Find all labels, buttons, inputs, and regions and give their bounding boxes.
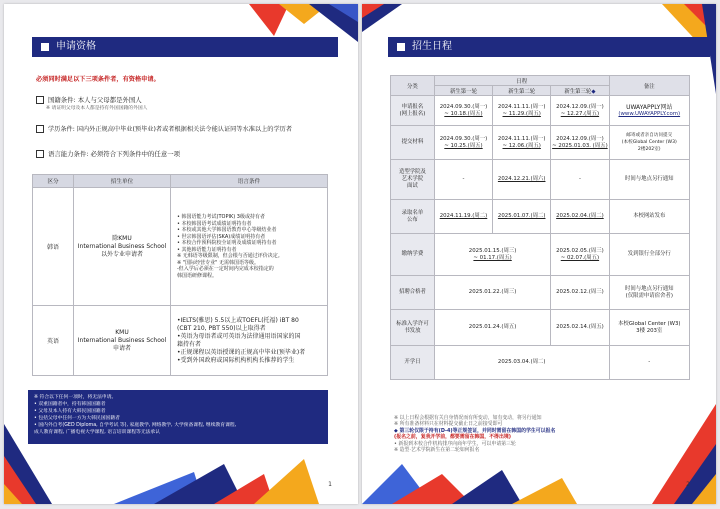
header-round-2: 新生第二轮 <box>493 86 551 96</box>
round-1-2-date: 2025.01.22.(周三) <box>434 276 550 310</box>
condition-language: 语言能力条件: 必须符合下列条件中的任意一项 <box>36 149 180 158</box>
table-row <box>391 126 690 160</box>
section-header <box>388 37 710 57</box>
row-category: 韩语 <box>33 188 74 306</box>
section-title: 招生日程 <box>412 41 452 52</box>
header-language: 语言条件 <box>171 175 328 188</box>
row-note: 邮寄或者亲自访问提交 (本校Global Center (W3) 2楼202室) <box>609 126 689 160</box>
row-unit: KMU International Business School 申请者 <box>74 306 171 376</box>
round-2-date: 2025.01.07.(周二) <box>493 200 551 234</box>
row-label: 开学日 <box>391 346 435 380</box>
row-unit: 除KMU International Business School 以外专业申请者 <box>74 188 171 306</box>
round-1-date: 2024.09.30.(周一) ~ 10.25.(周五) <box>434 126 492 160</box>
uwayapply-link[interactable]: (www.UWAYAPPLY.com) <box>618 110 681 117</box>
header-schedule: 日程 <box>434 76 609 86</box>
header-category: 分类 <box>391 76 435 96</box>
row-note: 发到银行全部分行 <box>609 234 689 276</box>
page-number: 1 <box>328 481 332 488</box>
row-note: 本校Global Center (W3) 3楼 203室 <box>609 310 689 346</box>
header-note: 备注 <box>609 76 689 96</box>
condition-nationality-note: ※ 请证明父母及本人都是持有外国国籍的外国人 <box>46 106 148 111</box>
row-note: - <box>609 346 689 380</box>
table-row <box>391 276 690 310</box>
admission-schedule-table <box>390 75 690 380</box>
round-3-date: - <box>551 160 609 200</box>
round-2-date: 2024.11.11.(周一) ~ 11.29.(周五) <box>493 96 551 126</box>
table-row <box>391 310 690 346</box>
round-3-date: 2024.12.09.(周一) ~ 2025.01.03. (周五) <box>551 126 609 160</box>
row-note: 时间与地点另行通知 (仅限需申请宿舍者) <box>609 276 689 310</box>
table-row <box>391 160 690 200</box>
row-note: 时间与地点另行通知 <box>609 160 689 200</box>
round-1-2-date: 2025.01.24.(周五) <box>434 310 550 346</box>
row-note: 本校网站发布 <box>609 200 689 234</box>
page-number: 2 <box>686 481 690 488</box>
table-row <box>391 346 690 380</box>
table-row <box>33 188 328 306</box>
round-2-date: 2024.11.11.(周一) ~ 12.06.(周五) <box>493 126 551 160</box>
row-label: 造型学院及 艺术学院 面试 <box>391 160 435 200</box>
page-1 <box>4 4 358 504</box>
header-unit: 招生单位 <box>74 175 171 188</box>
header-round-3: 新生第三轮◆ <box>551 86 609 96</box>
round-2-date: 2024.12.21.(周六) <box>493 160 551 200</box>
all-rounds-date: 2025.03.04.(周二) <box>434 346 609 380</box>
row-label: 申请报名 (网上报名) <box>391 96 435 126</box>
row-conditions: • 韩国语能力考试(TOPIK) 3级或持有者 • 本校韩国语考试成绩证明持有者 • 本校或其他大学韩国语教育中心等级结业者 • 世宗韩国语评估(SKA)成绩证明持有者 • 本校合作预科院校全证明及成绩证明持有者 • 其他韩语能力证明持有者 ※ 无韩语等级限制，但会根与否通过评价决定。 ※ "国际经营专业" 无需韩国语等级。 -但入学后必须在一定时间内完成本校指定的 韩国语研修课程。 <box>171 188 328 306</box>
round-3-date: 2024.12.09.(周一) ~ 12.27.(周五) <box>551 96 609 126</box>
condition-education: 学历条件: 国内外正规高中毕业(预毕业)者或者根据相关法令能认证同等水准以上的学历者 <box>36 124 292 133</box>
section-header <box>32 37 338 57</box>
schedule-notes: ※ 以上日程会根据有关自身情况而有所变动，如有变动，将另行通知 ※ 所有准备材料只在材料提交截止日之前接受即可 ◆ 第三轮仅限于持有(D-4)等正规签证，并同时需留在韩国的学生可以报名 (报名之前，复我开学前，都要需留在韩国，不得出境) • 新报到本校合作机构排序向商年学生，可以申请第三轮 ※ 造型·艺术学院新生在第二轮如何报名 <box>394 415 556 454</box>
row-label: 缴纳学费 <box>391 234 435 276</box>
row-label: 录取名单 公布 <box>391 200 435 234</box>
language-requirements-table <box>32 174 328 376</box>
condition-nationality: 国籍条件: 本人与父母都是外国人 <box>36 95 142 104</box>
round-3-date: 2025.02.04.(周二) <box>551 200 609 234</box>
round-1-date: - <box>434 160 492 200</box>
round-3-date: 2025.02.05.(周三) ~ 02.07.(周五) <box>551 234 609 276</box>
round-3-date: 2025.02.12.(周三) <box>551 276 609 310</box>
table-row <box>391 234 690 276</box>
row-label: 招聘合格者 <box>391 276 435 310</box>
table-row <box>391 96 690 126</box>
ineligibility-notes: ※ 符合以下任何一项时，将无法申请。 • 双重国籍者中，持有韩国国籍者 • 父母及本人持有大韩民国国籍者 • 包括父母中任何一方为大韩民国国籍者 • 国内外自考(GED Diploma, 自学考试 等), 家庭教学, 网络教学, 大学预备课程, 继续教育课程, 成人教育课程, 广播电视大学课程, 语言培训课程等无法承认 <box>28 390 328 444</box>
page-2 <box>362 4 716 504</box>
header-category: 区分 <box>33 175 74 188</box>
row-conditions: •IELTS(雅思) 5.5以上或TOEFL(托福) iBT 80 (CBT 210, PBT 550)以上取得者 •英语为母语者或可英语为法律通用语国家的国 籍持有者 •正规课程以英语授课的正规高中毕业(预毕业)者 •受到外国政府或国际机构机构长推荐的学生 <box>171 306 328 376</box>
round-1-2-date: 2025.01.15.(周三) ~ 01.17.(周五) <box>434 234 550 276</box>
row-label: 标准入学许可 书发放 <box>391 310 435 346</box>
round-3-date: 2025.02.14.(周五) <box>551 310 609 346</box>
table-row <box>391 200 690 234</box>
round-1-date: 2024.11.19.(周二) <box>434 200 492 234</box>
header-round-1: 新生第一轮 <box>434 86 492 96</box>
row-label: 提交材料 <box>391 126 435 160</box>
table-row <box>33 306 328 376</box>
eligibility-note: 必须同时满足以下三项条件者，有资格申请。 <box>36 76 160 83</box>
section-title: 申请资格 <box>56 41 96 52</box>
row-note: UWAYAPPLY网站 (www.UWAYAPPLY.com) <box>609 96 689 126</box>
round-1-date: 2024.09.30.(周一) ~ 10.18.(周五) <box>434 96 492 126</box>
row-category: 英语 <box>33 306 74 376</box>
